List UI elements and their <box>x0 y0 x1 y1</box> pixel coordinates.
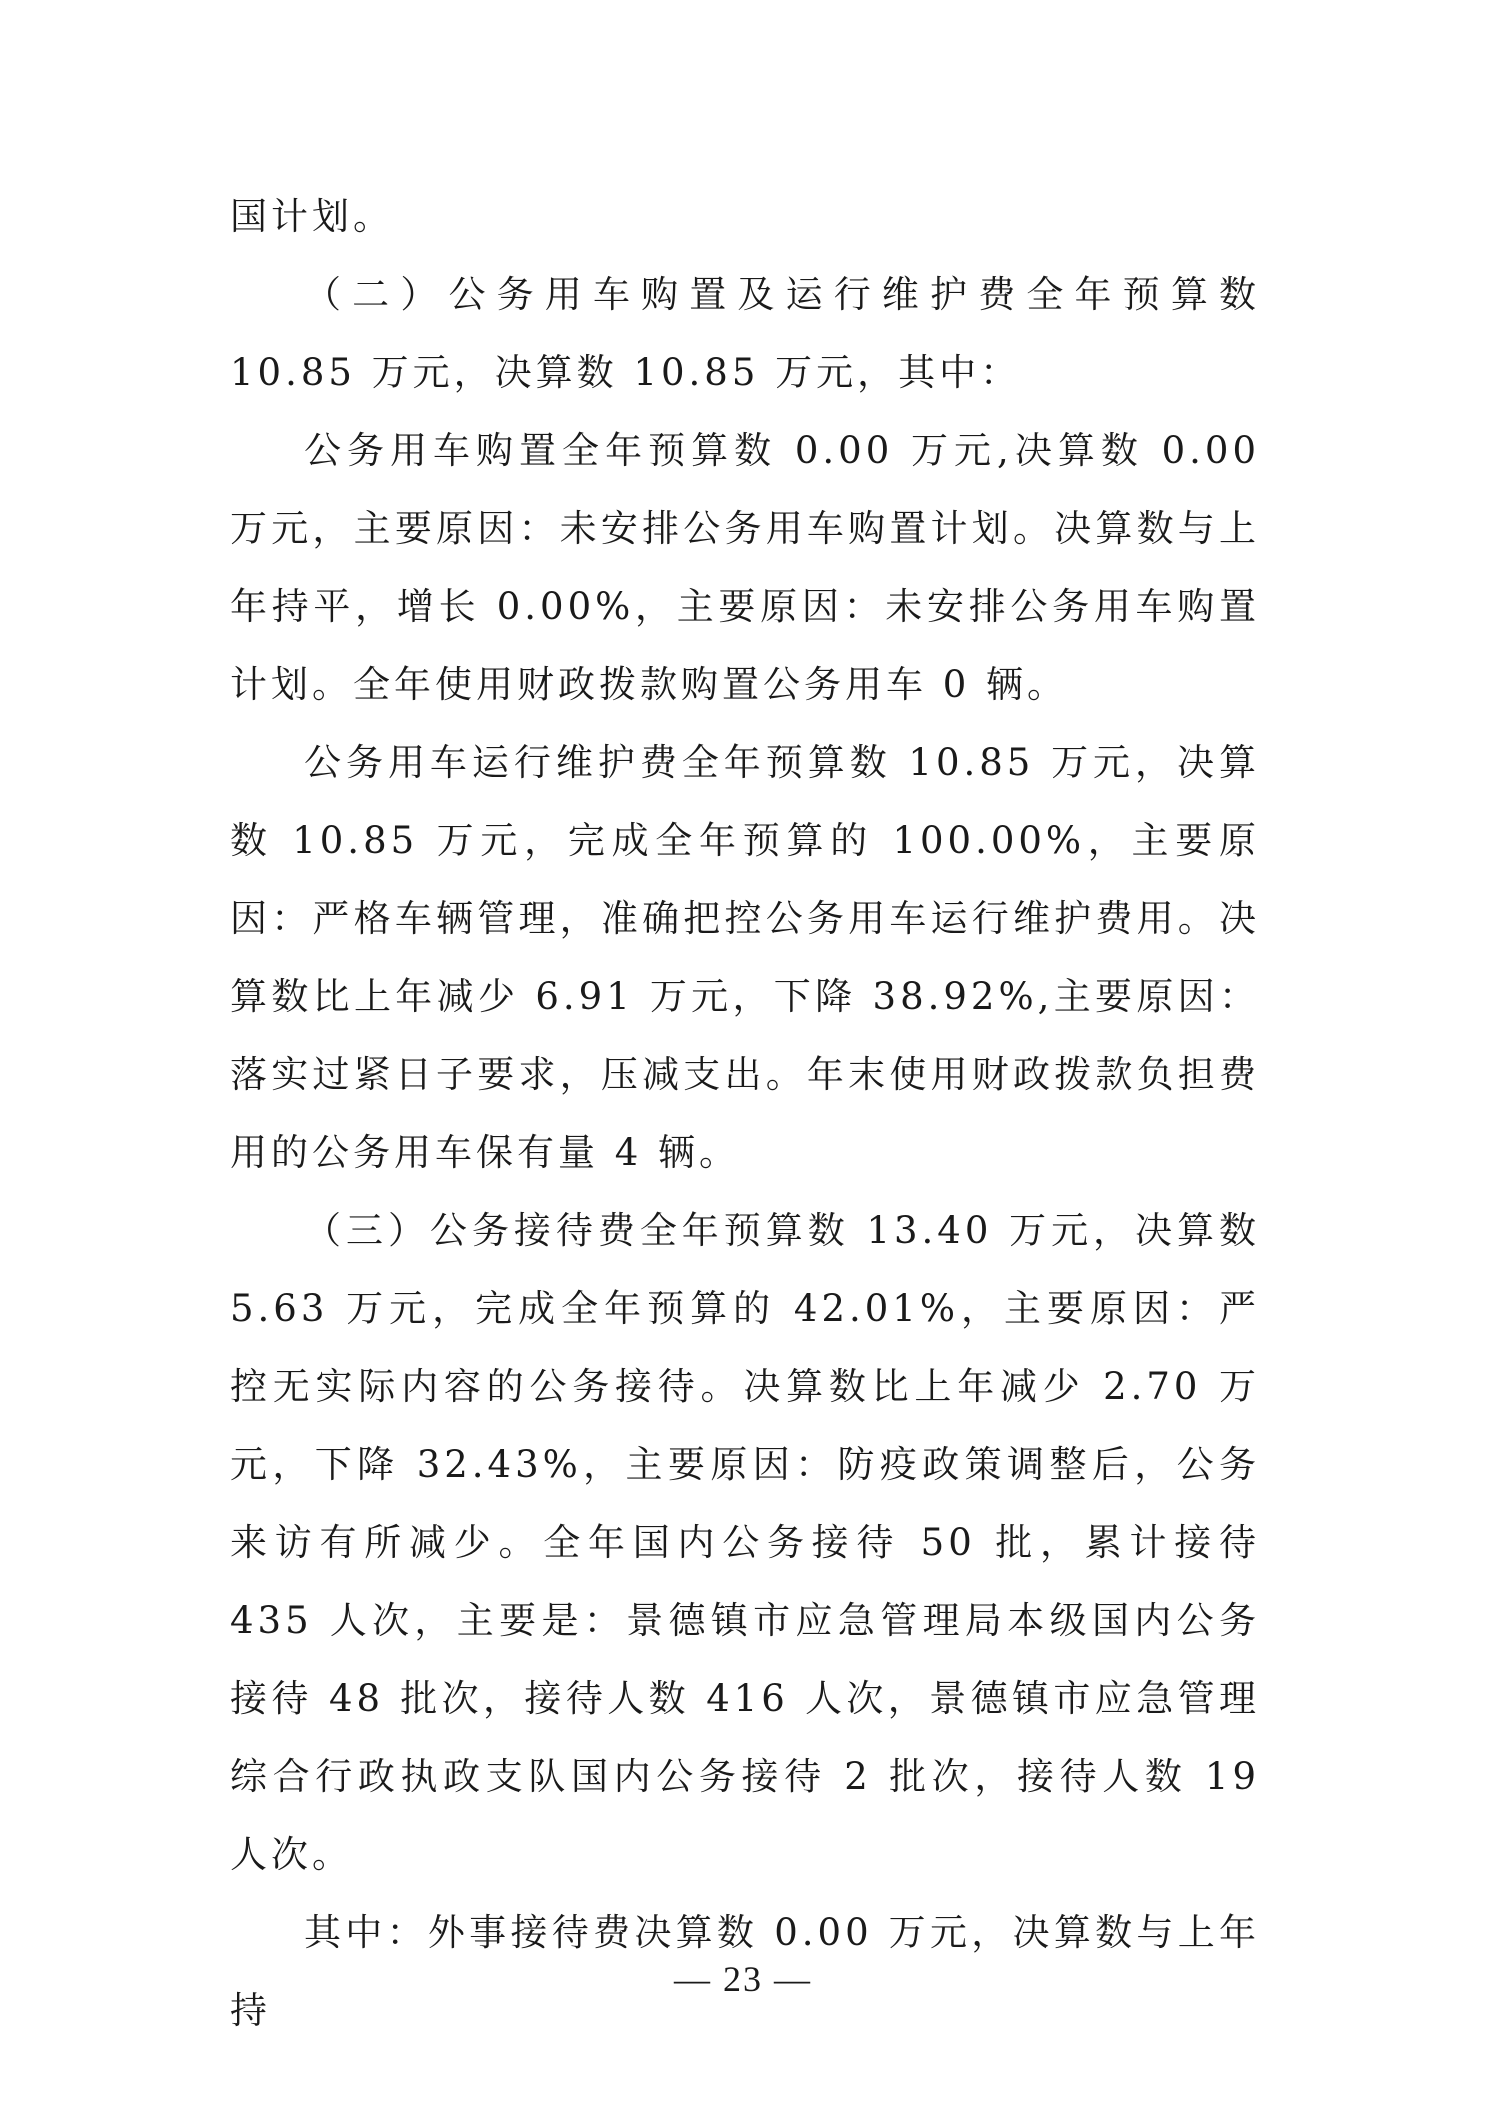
paragraph-vehicle-maintenance: 公务用车运行维护费全年预算数 10.85 万元，决算数 10.85 万元，完成全年预算的 100.00%，主要原因：严格车辆管理，准确把控公务用车运行维护费用。决算数比上年减少 6.91 万元，下降 38.92%,主要原因：落实过紧日子要求，压减支出。年末使用财政拨款负担费用的公务用车保有量 4 辆。 <box>230 741 1260 1174</box>
paragraph-reception-expenses: （三）公务接待费全年预算数 13.40 万元，决算数 5.63 万元，完成全年预算的 42.01%，主要原因：严控无实际内容的公务接待。决算数比上年减少 2.70 万元，下降 32.43%，主要原因：防疫政策调整后，公务来访有所减少。全年国内公务接待 50 批，累计接待 435 人次，主要是：景德镇市应急管理局本级国内公务接待 48 批次，接待人数 416 人次，景德镇市应急管理综合行政执政支队国内公务接待 2 批次，接待人数 19 人次。 <box>230 1209 1260 1876</box>
paragraph-vehicle-purchase: 公务用车购置全年预算数 0.00 万元,决算数 0.00 万元，主要原因：未安排公务用车购置计划。决算数与上年持平，增长 0.00%，主要原因：未安排公务用车购置计划。全年使用财政拨款购置公务用车 0 辆。 <box>230 429 1260 706</box>
paragraph-vehicle-expenses-summary: （二）公务用车购置及运行维护费全年预算数 10.85 万元，决算数 10.85 万元，其中： <box>230 273 1260 394</box>
paragraph-continuation: 国计划。 <box>230 195 394 238</box>
document-body <box>230 178 1260 2050</box>
page-number: — 23 — <box>674 1959 812 1999</box>
paragraph-foreign-reception: 其中：外事接待费决算数 0.00 万元，决算数与上年持 <box>230 1911 1260 2032</box>
